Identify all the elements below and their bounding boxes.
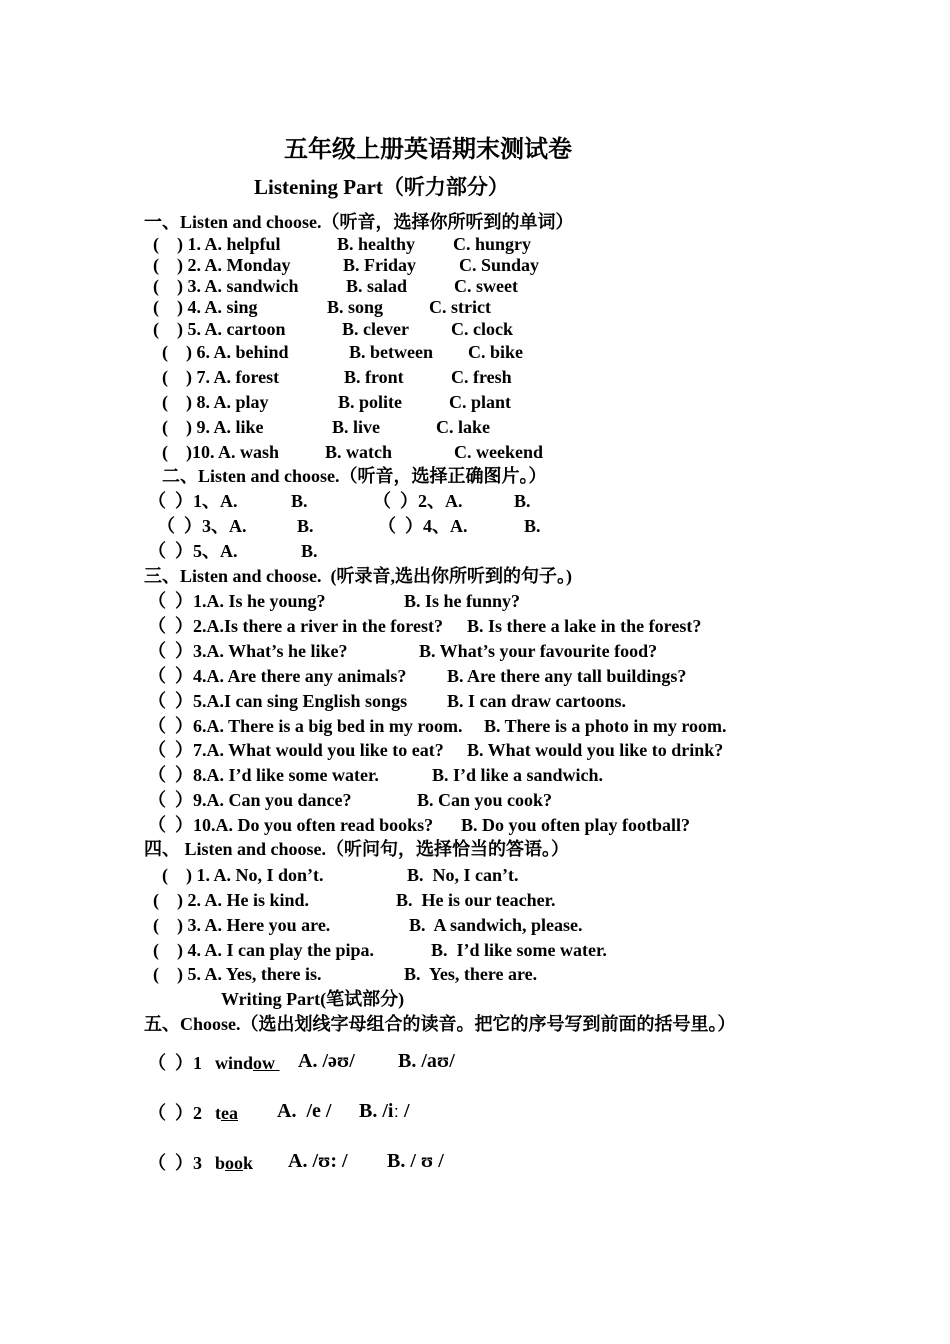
underlined-letters: ea bbox=[221, 1103, 238, 1123]
section-3-heading: 三、Listen and choose. (听录音,选出你所听到的句子。) bbox=[144, 566, 573, 586]
section-4-heading: 四、 Listen and choose.（听问句，选择恰当的答语。） bbox=[144, 839, 570, 859]
section-2-heading: 二、Listen and choose.（听音，选择正确图片。） bbox=[162, 466, 547, 486]
word-book: book bbox=[215, 1153, 254, 1173]
underlined-letters: oo bbox=[225, 1153, 244, 1173]
listening-part-title: Listening Part（听力部分） bbox=[254, 175, 509, 199]
page-title: 五年级上册英语期末测试卷 bbox=[284, 137, 572, 163]
exam-page: 五年级上册英语期末测试卷 Listening Part（听力部分） 一、Listen and choose.（听音，选择你所听到的单词） ( ) 1. A. helpful B. healthy C. hungry ( ) 2. A. Monday B. Friday C. Sunday ( ) 3. A. sandwich B. salad C. sweet ( ) 4. A. sing B. song C. strict ( ) 5. A. cartoon B. clever C. clock ( ) 6. A. behind B. between C. bike ( ) 7. A. forest B. front C. fresh ( ) 8. A. play B. polite C. plant ( ) 9. A. like B. live C. lake ( )10. A. wash B. watch C. weekend 二、Listen and choose.（听音，选择正确图片。） （ ）1、A. B. （ ）2、A. B. （ ）3、A. B. （ ）4、A. B. （ ）5、A. B. 三、Listen and choose. (听录音,选出你所听到的句子。) （ ）1.A. Is he young? B. Is he funny? （ ）2.A.Is there a river in the forest? B. Is there a lake in the forest? （ ）3.A. What’s he like? B. What’s your favourite food? （ ）4.A. Are there any animals? B. Are there any tall buildings? （ ）5.A.I can sing English songs B. I can draw cartoons. （ ）6.A. There is a big bed in my room. B. There is a photo in my room. （ ）7.A. What would you like to eat? B. What would you like to drink? （ ）8.A. I’d like some water. B. I’d like a sandwich. （ ）9.A. Can you dance? B. Can you cook? （ ）10.A. Do you often read books? B. Do you often play football? 四、 Listen and choose.（听问句，选择恰当的答语。） ( ) 1. A. No, I don’t. B. No, I can’t. ( ) 2. A. He is kind. B. He is our teacher. ( ) 3. A. Here you are. B. A sandwich, please. ( ) 4. A. I can play the pipa. B. I’d like some water. ( ) 5. A. Yes, there is. B. Yes, there are. Writing Part(笔试部分) 五、Choose.（选出划线字母组合的读音。把它的序号写到前面的括号里。） （ ）1 window A. /əʊ/ B. /aʊ/ （ ）2 tea A. /e / B. /iː / （ ）3 book A. /ʊ: / B. / ʊ / bbox=[144, 137, 736, 1173]
section-1-heading: 一、Listen and choose.（听音，选择你所听到的单词） bbox=[144, 212, 574, 232]
underlined-letters: ow bbox=[253, 1053, 276, 1073]
section-5-heading: 五、Choose.（选出划线字母组合的读音。把它的序号写到前面的括号里。） bbox=[144, 1014, 736, 1034]
word-tea: tea bbox=[215, 1103, 238, 1123]
word-window: window bbox=[215, 1053, 276, 1073]
writing-part-title: Writing Part(笔试部分) bbox=[221, 989, 405, 1009]
